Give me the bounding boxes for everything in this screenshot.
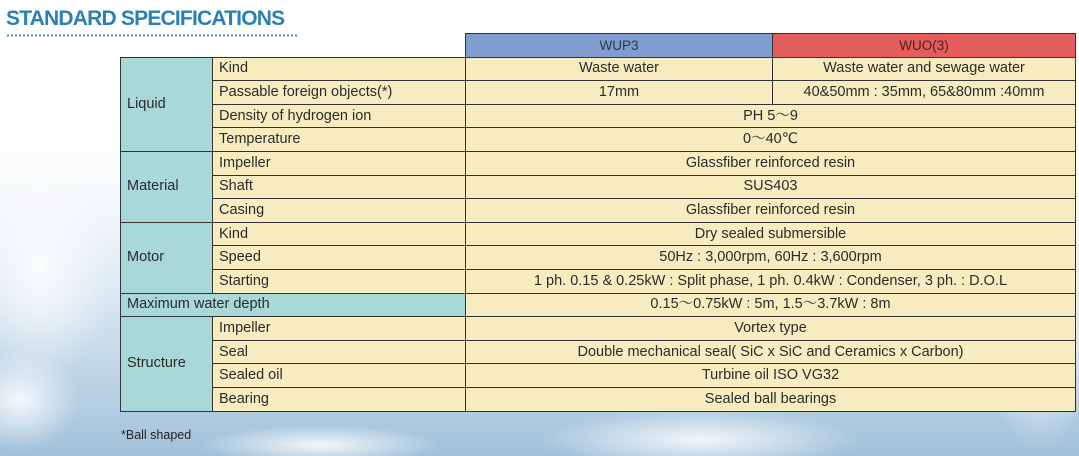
row-label-starting: Starting xyxy=(213,269,466,293)
value-speed: 50Hz : 3,000rpm, 60Hz : 3,600rpm xyxy=(466,246,1076,270)
table-row xyxy=(121,222,1076,246)
table-row xyxy=(121,151,1076,175)
row-label-motor-kind: Kind xyxy=(213,222,466,246)
category-motor: Motor xyxy=(121,222,213,293)
value-motor-kind: Dry sealed submersible xyxy=(466,222,1076,246)
value-liquid-kind-wup3: Waste water xyxy=(466,57,773,81)
specifications-table xyxy=(120,33,1076,412)
header-row xyxy=(121,34,1076,58)
category-liquid: Liquid xyxy=(121,57,213,151)
table-row xyxy=(121,317,1076,341)
table-row xyxy=(121,269,1076,293)
value-max-water-depth: 0.15～0.75kW : 5m, 1.5～3.7kW : 8m xyxy=(466,293,1076,317)
row-label-temperature: Temperature xyxy=(213,128,466,152)
row-label-density: Density of hydrogen ion xyxy=(213,104,466,128)
value-sealed-oil: Turbine oil ISO VG32 xyxy=(466,364,1076,388)
table-row xyxy=(121,104,1076,128)
value-shaft: SUS403 xyxy=(466,175,1076,199)
header-wup3: WUP3 xyxy=(466,34,773,58)
value-starting: 1 ph. 0.15 & 0.25kW : Split phase, 1 ph. 0.4kW : Condenser, 3 ph. : D.O.L xyxy=(466,269,1076,293)
row-label-casing: Casing xyxy=(213,199,466,223)
table-row xyxy=(121,81,1076,105)
value-casing: Glassfiber reinforced resin xyxy=(466,199,1076,223)
row-label-bearing: Bearing xyxy=(213,387,466,411)
value-bearing: Sealed ball bearings xyxy=(466,387,1076,411)
category-max-water-depth: Maximum water depth xyxy=(121,293,466,317)
category-structure: Structure xyxy=(121,317,213,411)
header-blank xyxy=(121,34,466,58)
table-row xyxy=(121,57,1076,81)
table-row xyxy=(121,128,1076,152)
value-temperature: 0～40℃ xyxy=(466,128,1076,152)
value-liquid-kind-wuo3: Waste water and sewage water xyxy=(773,57,1076,81)
row-label-speed: Speed xyxy=(213,246,466,270)
value-structure-impeller: Vortex type xyxy=(466,317,1076,341)
value-seal: Double mechanical seal( SiC x SiC and Ceramics x Carbon) xyxy=(466,340,1076,364)
row-label-seal: Seal xyxy=(213,340,466,364)
row-label-shaft: Shaft xyxy=(213,175,466,199)
row-label-foreign-objects: Passable foreign objects(*) xyxy=(213,81,466,105)
table-row xyxy=(121,246,1076,270)
row-label-sealed-oil: Sealed oil xyxy=(213,364,466,388)
row-label-material-impeller: Impeller xyxy=(213,151,466,175)
category-material: Material xyxy=(121,151,213,222)
table-row xyxy=(121,293,1076,317)
header-wuo3: WUO(3) xyxy=(773,34,1076,58)
value-density: PH 5～9 xyxy=(466,104,1076,128)
value-foreign-objects-wup3: 17mm xyxy=(466,81,773,105)
table-row xyxy=(121,199,1076,223)
footnote: *Ball shaped xyxy=(121,428,192,442)
value-foreign-objects-wuo3: 40&50mm : 35mm, 65&80mm :40mm xyxy=(773,81,1076,105)
table-row xyxy=(121,175,1076,199)
table-row xyxy=(121,387,1076,411)
row-label-structure-impeller: Impeller xyxy=(213,317,466,341)
value-material-impeller: Glassfiber reinforced resin xyxy=(466,151,1076,175)
table-row xyxy=(121,340,1076,364)
page-title: STANDARD SPECIFICATIONS xyxy=(6,7,285,30)
row-label-liquid-kind: Kind xyxy=(213,57,466,81)
table-row xyxy=(121,364,1076,388)
